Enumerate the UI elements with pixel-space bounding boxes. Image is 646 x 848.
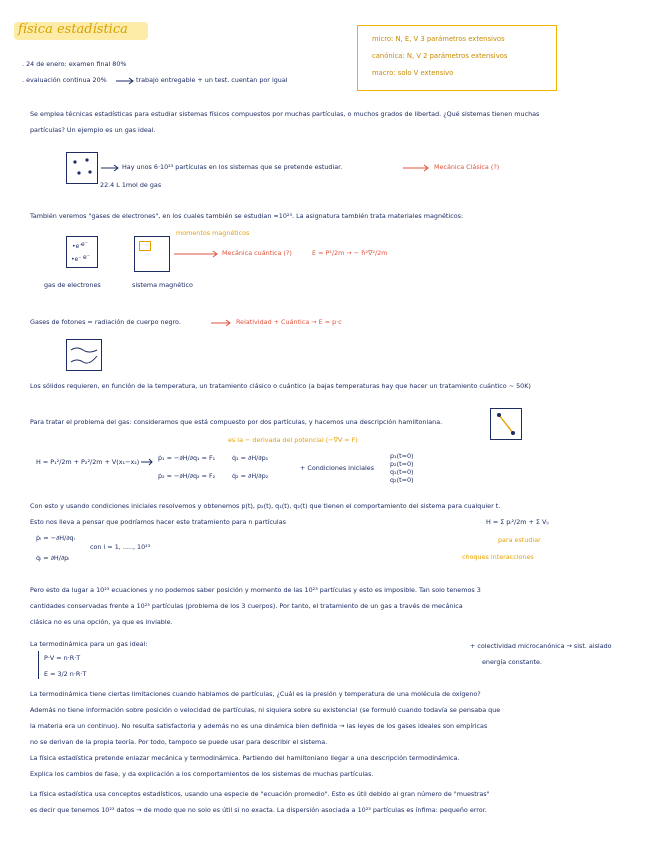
arrow-icon	[210, 319, 232, 327]
impossible-line-2: cantidades conservadas frente a 10²³ partículas (problema de los 3 cuerpos). Por tanto, el tratamiento de un gas a través de mecánica	[30, 602, 463, 610]
electron-gas-sketch	[66, 236, 98, 268]
eq-pdot2: ṗ₂ = −∂H/∂q₂ = F₂	[158, 472, 216, 480]
arrow-icon	[173, 250, 219, 258]
eq-qdot-i: q̇ᵢ = ∂H/∂pᵢ	[36, 554, 70, 562]
study-note: para estudiar	[498, 536, 541, 544]
solids-line: Los sólidos requieren, en función de la temperatura, un tratamiento clásico o cuántico (a bajas temperaturas hay que hacer un tratamiento cuántico ~ 50K)	[30, 382, 531, 390]
gas-sub-note: 22.4 L 1mol de gas	[100, 181, 162, 189]
intro-line-1: Se emplea técnicas estadísticas para estudiar sistemas físicos compuestos por muchas partículas, o muchos grados de libertad. ¿Qué sistemas tienen muchas	[30, 110, 540, 118]
grading-line-2: . evaluación continua 20%	[22, 76, 107, 84]
impossible-line-1: Pero esto da lugar a 10²³ ecuaciones y no podemos saber posición y momento de las 10²³ partículas y esto es imposible. Tan solo tenemos 3	[30, 586, 481, 594]
arrow-icon	[100, 164, 120, 172]
closing-line-6: Explica los cambios de fase, y da explicación a los comportamientos de los sistemas de muchas partículas.	[30, 770, 374, 778]
init-p1: p₁(t=0)	[390, 452, 414, 460]
photons-line: Gases de fotones = radiación de cuerpo negro.	[30, 318, 181, 326]
eq-qdot1: q̇₁ = ∂H/∂p₁	[232, 454, 269, 462]
arrow-icon	[402, 164, 430, 172]
arrow-icon	[115, 77, 135, 85]
page-title: física estadística	[18, 22, 128, 37]
init-p2: p₂(t=0)	[390, 460, 414, 468]
grading-line-1: . 24 de enero: examen final 80%	[22, 60, 127, 68]
impossible-line-3: clásica no es una opción, ya que es inviable.	[30, 618, 173, 626]
constant-energy-note: energía constante.	[482, 658, 542, 666]
ideal-gas-energy: E = 3/2 n·R·T	[44, 670, 87, 678]
relativity-quantum-note: Relatividad + Cuántica → E = p·c	[236, 318, 342, 326]
gas-box-sketch	[66, 152, 98, 184]
magnetic-system-caption: sistema magnético	[132, 281, 193, 289]
box-line-macro: macro: solo V extensivo	[372, 69, 454, 77]
interactions-note: choques interacciones	[462, 553, 534, 561]
svg-text:e⁻: e⁻	[81, 241, 88, 248]
intro-line-2: partículas? Un ejemplo es un gas ideal.	[30, 126, 156, 134]
svg-text:•e⁻: •e⁻	[71, 256, 82, 263]
eq-pdot1: ṗ₁ = −∂H/∂q₁ = F₁	[158, 454, 216, 462]
box-line-micro: micro: N, E, V 3 parámetros extensivos	[372, 35, 505, 43]
gas-problem-line: Para tratar el problema del gas: consideramos que está compuesto por dos partículas, y hacemos una descripción hamiltoniana.	[30, 418, 443, 426]
closing-line-7: La física estadística usa conceptos estadísticos, usando una especie de "ecuación promedio". Esto es útil debido al gran número de "muestras"	[30, 790, 490, 798]
init-q2: q₂(t=0)	[390, 476, 414, 484]
init-q1: q₁(t=0)	[390, 468, 414, 476]
hamiltonian-n: H = Σ pᵢ²/2m + Σ Vᵢⱼ	[486, 518, 549, 526]
system-brace	[38, 651, 41, 679]
force-note: es la − derivada del potencial (−∇V = F)	[228, 436, 358, 444]
magnetic-system-sketch	[134, 236, 170, 272]
closing-line-3: la materia era un continuo). No resulta satisfactoria y además no es una dinámica bien definida → las leyes de los gases ideales son empíricas	[30, 722, 488, 730]
energy-expression: E = P²/2m → − ħ²∇²/2m	[312, 249, 388, 257]
box-line-canonical: canónica: N, V 2 parámetros extensivos	[372, 52, 508, 60]
classical-mechanics-note: Mecánica Clásica (?)	[434, 163, 500, 171]
eq-qdot2: q̇₂ = ∂H/∂p₂	[232, 472, 269, 480]
ensembles-box	[357, 25, 557, 91]
blackbody-sketch	[66, 339, 102, 371]
svg-text:e⁻: e⁻	[83, 254, 90, 261]
two-particle-sketch	[490, 408, 522, 440]
hamiltonian-two: H = P₁²/2m + P₂²/2m + V(x₁−x₂)	[36, 458, 140, 466]
initial-conditions-label: + Condiciones iniciales	[300, 464, 375, 472]
electrons-line: También veremos "gases de electrones", en los cuales también se estudian ≈10²³. La asignatura también trata materiales magnéticos:	[30, 212, 464, 220]
closing-line-8: es decir que tenemos 10²³ datos → de modo que no solo es útil si no exacta. La dispersión asociada a 10²³ partículas es ínfima: pequeño error.	[30, 806, 487, 814]
index-range: con i = 1, ....., 10²³	[90, 543, 151, 551]
thermo-heading: La termodinámica para un gas ideal:	[30, 640, 148, 648]
grading-line-2b: trabajo entregable + un test. cuentan por igual	[136, 76, 288, 84]
nparticles-line-2: Esto nos lleva a pensar que podríamos hacer este tratamiento para n partículas	[30, 518, 286, 526]
closing-line-4: no se derivan de la propia teoría. Por todo, tampoco se puede usar para describir el sistema.	[30, 738, 328, 746]
electron-gas-caption: gas de electrones	[44, 281, 101, 289]
magnetic-moments-label: momentos magnéticos	[176, 229, 250, 237]
closing-line-5: La física estadística pretende enlazar mecánica y termodinámica. Partiendo del hamiltoniano llegar a una descripción termodinámica.	[30, 754, 460, 762]
gas-line: Hay unos 6·10²³ partículas en los sistemas que se pretende estudiar.	[122, 163, 343, 171]
closing-line-1: La termodinámica tiene ciertas limitaciones cuando hablamos de partículas, ¿Cuál es la presión y temperatura de una molécula de oxígeno?	[30, 690, 481, 698]
eq-pdot-i: ṗᵢ = −∂H/∂qᵢ	[36, 534, 75, 542]
ideal-gas-law: P·V = n·R·T	[44, 654, 81, 662]
svg-text:•e⁻: •e⁻	[72, 243, 83, 250]
arrow-icon	[140, 458, 154, 466]
microcanonical-note: + colectividad microcanónica → sist. aislado	[470, 642, 612, 650]
closing-line-2: Además no tiene información sobre posición o velocidad de partículas, ni siquiera sobre su existencia! (se formuló cuando todavía se pensaba que	[30, 706, 501, 714]
quantum-mechanics-note: Mecánica cuántica (?)	[222, 249, 292, 257]
nparticles-line-1: Con esto y usando condiciones iniciales resolvemos y obtenemos p(t), p₂(t), q₁(t), q₂(t) que tienen el comportamiento del sistema para cualquier t.	[30, 502, 501, 510]
